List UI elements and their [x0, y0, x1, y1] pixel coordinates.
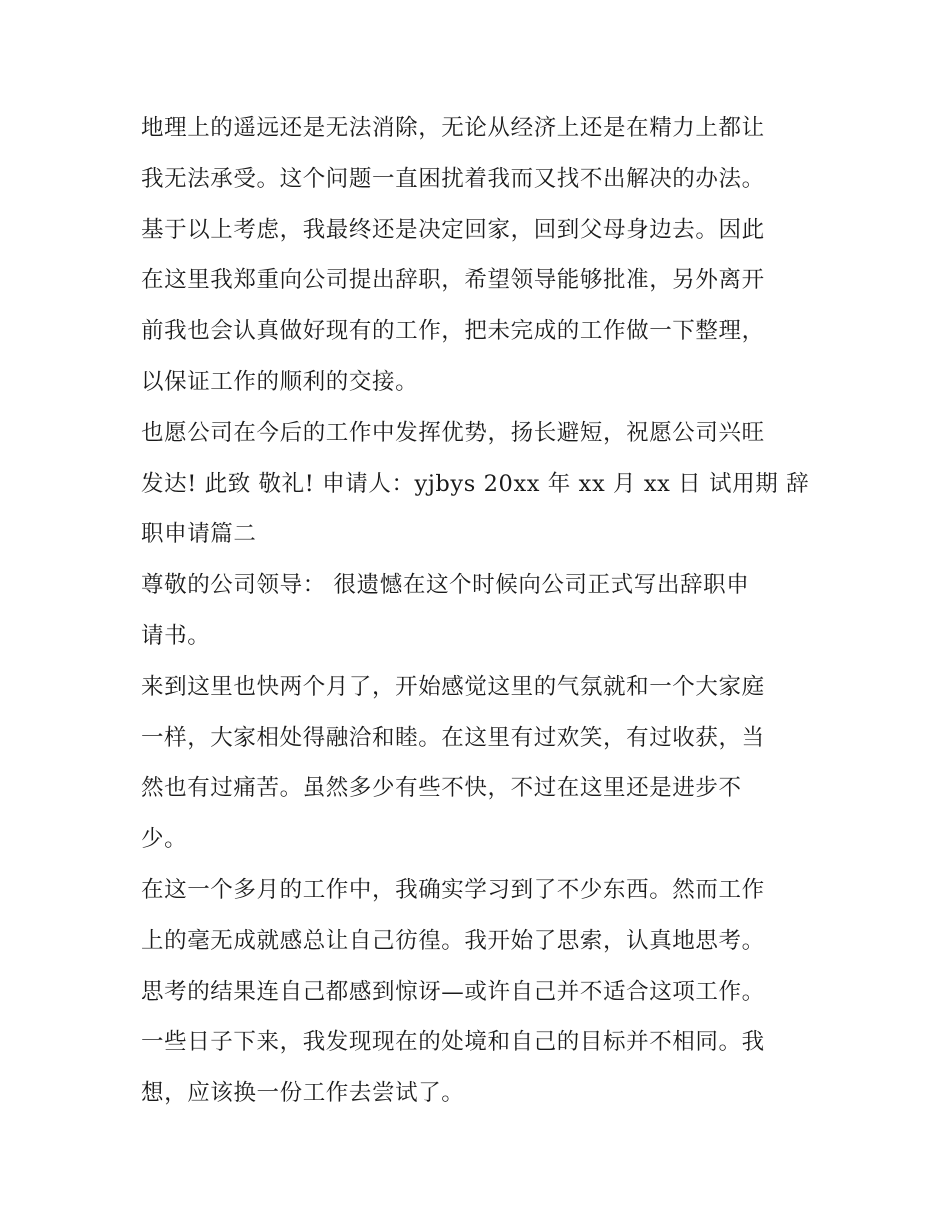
text-line-18: 思考的结果连自己都感到惊讶—或许自己并不适合这项工作。 [141, 978, 765, 1005]
text-line-15: 少。 [141, 826, 188, 853]
salutation-line: 尊敬的公司领导： 很遗憾在这个时候向公司正式写出辞职申 [141, 572, 750, 599]
text-line-6: 以保证工作的顺利的交接。 [141, 368, 419, 395]
text-line-2: 我无法承受。这个问题一直困扰着我而又找不出解决的办法。 [141, 165, 765, 192]
text-line-4: 在这里我郑重向公司提出辞职，希望领导能够批准，另外离开 [141, 267, 765, 294]
text-line-3: 基于以上考虑，我最终还是决定回家，回到父母身边去。因此 [141, 216, 765, 243]
text-line-11: 请书。 [141, 622, 211, 649]
text-line-16: 在这一个多月的工作中，我确实学习到了不少东西。然而工作 [141, 876, 765, 903]
text-line-13: 一样，大家相处得融洽和睦。在这里有过欢笑，有过收获，当 [141, 724, 765, 751]
text-line-8: 发达! 此致 敬礼! 申请人：yjbys 20xx 年 xx 月 xx 日 试用期 辞 [141, 470, 810, 497]
text-line-14: 然也有过痛苦。虽然多少有些不快，不过在这里还是进步不 [141, 775, 742, 802]
section-title-line: 职申请篇二 [141, 521, 257, 548]
text-line-20: 想，应该换一份工作去尝试了。 [141, 1080, 465, 1107]
text-line-5: 前我也会认真做好现有的工作，把未完成的工作做一下整理， [141, 318, 765, 345]
text-line-19: 一些日子下来，我发现现在的处境和自己的目标并不相同。我 [141, 1029, 765, 1056]
text-line-7: 也愿公司在今后的工作中发挥优势，扬长避短，祝愿公司兴旺 [141, 419, 765, 446]
text-line-12: 来到这里也快两个月了，开始感觉这里的气氛就和一个大家庭 [141, 673, 765, 700]
document-body [141, 103, 821, 1119]
text-line-1: 地理上的遥远还是无法消除，无论从经济上还是在精力上都让 [141, 115, 765, 141]
text-line-17: 上的毫无成就感总让自己彷徨。我开始了思索，认真地思考。 [141, 927, 765, 954]
